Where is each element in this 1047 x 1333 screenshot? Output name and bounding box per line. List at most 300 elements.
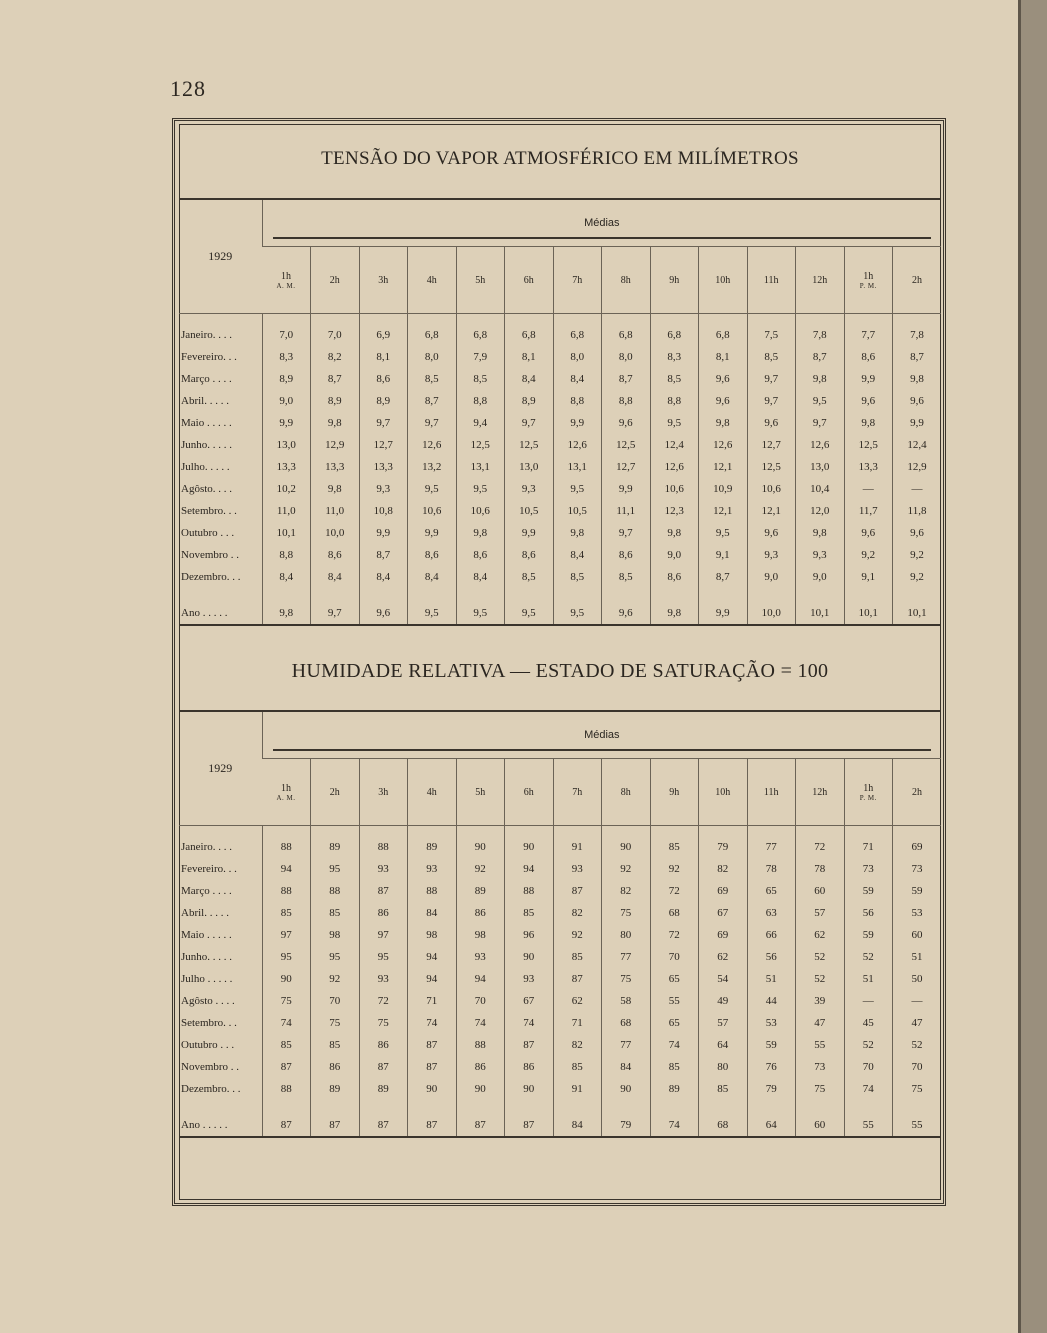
spacer-cell xyxy=(359,588,408,602)
value-cell: 93 xyxy=(456,946,505,968)
table-row xyxy=(179,990,941,1012)
value-cell: 51 xyxy=(844,968,893,990)
annual-value-cell: 68 xyxy=(699,1114,748,1137)
value-cell: 69 xyxy=(893,836,942,858)
value-cell: 8,8 xyxy=(602,390,651,412)
annual-value-cell: 10,1 xyxy=(893,602,942,625)
spacer-cell xyxy=(747,314,796,325)
value-cell: 10,4 xyxy=(796,478,845,500)
value-cell: 7,5 xyxy=(747,324,796,346)
hour-label: 10h xyxy=(715,274,731,286)
hour-label: 12h xyxy=(812,786,828,798)
annual-value-cell: 10,0 xyxy=(747,602,796,625)
value-cell: 12,7 xyxy=(602,456,651,478)
value-cell: 11,1 xyxy=(602,500,651,522)
value-cell: 9,1 xyxy=(699,544,748,566)
value-cell: 76 xyxy=(747,1056,796,1078)
value-cell: 8,4 xyxy=(359,566,408,588)
annual-value-cell: 87 xyxy=(262,1114,311,1137)
value-cell: 9,0 xyxy=(262,390,311,412)
value-cell: 9,5 xyxy=(456,478,505,500)
value-cell: 12,9 xyxy=(311,434,360,456)
value-cell: 90 xyxy=(505,836,554,858)
value-cell: 77 xyxy=(747,836,796,858)
table-row xyxy=(179,500,941,522)
value-cell: 74 xyxy=(408,1012,457,1034)
value-cell: 85 xyxy=(553,946,602,968)
value-cell: 52 xyxy=(893,1034,942,1056)
value-cell: 9,8 xyxy=(796,368,845,390)
value-cell: 9,8 xyxy=(796,522,845,544)
table2-title: HUMIDADE RELATIVA — ESTADO DE SATURAÇÃO = 100 xyxy=(291,660,829,682)
value-cell: 8,4 xyxy=(553,544,602,566)
value-cell: 92 xyxy=(456,858,505,880)
month-label: Junho. . . . . xyxy=(181,951,233,963)
value-cell: 86 xyxy=(456,1056,505,1078)
value-cell: 98 xyxy=(408,924,457,946)
value-cell: 9,8 xyxy=(844,412,893,434)
value-cell: 8,6 xyxy=(650,566,699,588)
value-cell: 75 xyxy=(262,990,311,1012)
hour-header-row xyxy=(179,759,941,826)
value-cell: 8,5 xyxy=(553,566,602,588)
value-cell: 9,7 xyxy=(602,522,651,544)
month-label: Abril. . . . . xyxy=(181,907,229,919)
value-cell: 51 xyxy=(893,946,942,968)
value-cell: 8,0 xyxy=(553,346,602,368)
brace-line xyxy=(273,749,932,754)
spacer-cell xyxy=(311,1100,360,1114)
value-cell: 13,3 xyxy=(262,456,311,478)
value-cell: 12,4 xyxy=(893,434,942,456)
value-cell: 86 xyxy=(359,902,408,924)
spacer-cell xyxy=(844,314,893,325)
hour-header xyxy=(844,247,893,314)
value-cell: 11,0 xyxy=(262,500,311,522)
spacer-cell xyxy=(505,826,554,837)
value-cell: 9,9 xyxy=(602,478,651,500)
value-cell: 74 xyxy=(456,1012,505,1034)
value-cell: 85 xyxy=(699,1078,748,1100)
value-cell: 9,5 xyxy=(699,522,748,544)
hour-label: 2h xyxy=(912,274,923,286)
value-cell: 6,8 xyxy=(699,324,748,346)
value-cell: 6,8 xyxy=(456,324,505,346)
value-cell: 12,7 xyxy=(359,434,408,456)
value-cell: 8,3 xyxy=(650,346,699,368)
value-cell: 59 xyxy=(844,880,893,902)
spacer-cell xyxy=(699,588,748,602)
value-cell: 9,8 xyxy=(893,368,942,390)
hour-label: 7h xyxy=(572,786,583,798)
value-cell: 7,7 xyxy=(844,324,893,346)
value-cell: 52 xyxy=(844,1034,893,1056)
value-cell: 68 xyxy=(602,1012,651,1034)
value-cell: 9,9 xyxy=(262,412,311,434)
annual-value-cell: 84 xyxy=(553,1114,602,1137)
hour-label: 8h xyxy=(620,274,631,286)
year-header: 1929 xyxy=(179,711,262,826)
hour-label: 8h xyxy=(620,786,631,798)
value-cell: 8,4 xyxy=(311,566,360,588)
value-cell: 8,6 xyxy=(408,544,457,566)
spacer-cell xyxy=(650,314,699,325)
value-cell: 52 xyxy=(844,946,893,968)
spacer-cell xyxy=(796,826,845,837)
annual-value-cell: 64 xyxy=(747,1114,796,1137)
value-cell: — xyxy=(844,478,893,500)
value-cell: 9,6 xyxy=(893,390,942,412)
table-row xyxy=(179,544,941,566)
value-cell: 92 xyxy=(602,858,651,880)
table-row xyxy=(179,1078,941,1100)
hour-header xyxy=(408,247,457,314)
value-cell: 9,6 xyxy=(893,522,942,544)
medias-label: Médias xyxy=(584,729,620,741)
value-cell: 82 xyxy=(602,880,651,902)
value-cell: 84 xyxy=(408,902,457,924)
value-cell: 94 xyxy=(408,968,457,990)
spacer-cell xyxy=(747,826,796,837)
spacer-cell xyxy=(796,1100,845,1114)
value-cell: 59 xyxy=(747,1034,796,1056)
value-cell: 9,2 xyxy=(844,544,893,566)
value-cell: 70 xyxy=(650,946,699,968)
value-cell: 8,6 xyxy=(456,544,505,566)
spacer-cell xyxy=(796,588,845,602)
value-cell: 12,6 xyxy=(796,434,845,456)
annual-value-cell: 87 xyxy=(408,1114,457,1137)
month-label: Janeiro. . . . xyxy=(181,329,233,341)
spacer-cell xyxy=(699,1100,748,1114)
value-cell: 89 xyxy=(456,880,505,902)
value-cell: 9,2 xyxy=(893,544,942,566)
value-cell: 87 xyxy=(408,1034,457,1056)
value-cell: 71 xyxy=(844,836,893,858)
value-cell: 8,1 xyxy=(359,346,408,368)
value-cell: 12,7 xyxy=(747,434,796,456)
page-edge-shadow xyxy=(1018,0,1047,1333)
value-cell: 9,7 xyxy=(359,412,408,434)
value-cell: 9,5 xyxy=(796,390,845,412)
value-cell: 90 xyxy=(262,968,311,990)
hour-period: A. M. xyxy=(276,793,296,802)
month-label: Dezembro. . . xyxy=(181,1083,241,1095)
value-cell: 85 xyxy=(650,1056,699,1078)
value-cell: 9,3 xyxy=(796,544,845,566)
annual-value-cell: 9,9 xyxy=(699,602,748,625)
value-cell: 6,8 xyxy=(650,324,699,346)
value-cell: 67 xyxy=(699,902,748,924)
annual-value-cell: 55 xyxy=(844,1114,893,1137)
value-cell: 47 xyxy=(893,1012,942,1034)
hour-header xyxy=(553,247,602,314)
spacer-cell xyxy=(262,826,311,837)
value-cell: 10,6 xyxy=(650,478,699,500)
table-row xyxy=(179,902,941,924)
value-cell: 9,9 xyxy=(844,368,893,390)
value-cell: 10,6 xyxy=(456,500,505,522)
value-cell: 8,5 xyxy=(602,566,651,588)
spacer-row xyxy=(179,588,941,602)
value-cell: 88 xyxy=(359,836,408,858)
table-row xyxy=(179,456,941,478)
medias-header xyxy=(262,199,941,247)
value-cell: 12,6 xyxy=(699,434,748,456)
value-cell: 73 xyxy=(893,858,942,880)
value-cell: 56 xyxy=(747,946,796,968)
value-cell: 95 xyxy=(311,946,360,968)
value-cell: 6,8 xyxy=(602,324,651,346)
value-cell: 92 xyxy=(650,858,699,880)
annual-row xyxy=(179,1114,941,1137)
annual-value-cell: 9,5 xyxy=(553,602,602,625)
month-label: Outubro . . . xyxy=(181,527,235,539)
spacer-cell xyxy=(650,826,699,837)
hour-label: 5h xyxy=(475,786,486,798)
spacer-cell xyxy=(456,314,505,325)
value-cell: 93 xyxy=(553,858,602,880)
value-cell: 13,0 xyxy=(505,456,554,478)
value-cell: 8,5 xyxy=(408,368,457,390)
spacer-cell xyxy=(505,1100,554,1114)
value-cell: 86 xyxy=(311,1056,360,1078)
hour-label: 6h xyxy=(523,786,534,798)
spacer-cell xyxy=(553,1100,602,1114)
hour-label: 4h xyxy=(426,786,437,798)
value-cell: 9,6 xyxy=(699,390,748,412)
value-cell: 9,3 xyxy=(747,544,796,566)
value-cell: 8,7 xyxy=(699,566,748,588)
table-row xyxy=(179,1034,941,1056)
value-cell: 85 xyxy=(262,1034,311,1056)
value-cell: 89 xyxy=(311,836,360,858)
value-cell: 8,9 xyxy=(505,390,554,412)
value-cell: 74 xyxy=(505,1012,554,1034)
value-cell: 9,7 xyxy=(747,390,796,412)
value-cell: 90 xyxy=(602,1078,651,1100)
value-cell: 49 xyxy=(699,990,748,1012)
annual-value-cell: 9,8 xyxy=(262,602,311,625)
hour-header xyxy=(796,247,845,314)
value-cell: 8,5 xyxy=(650,368,699,390)
value-cell: 75 xyxy=(359,1012,408,1034)
value-cell: 92 xyxy=(553,924,602,946)
value-cell: 12,3 xyxy=(650,500,699,522)
value-cell: 9,8 xyxy=(456,522,505,544)
hour-label: 1h xyxy=(863,782,874,794)
value-cell: 12,9 xyxy=(893,456,942,478)
value-cell: 80 xyxy=(602,924,651,946)
hour-header-row xyxy=(179,247,941,314)
spacer-cell xyxy=(359,826,408,837)
hour-label: 12h xyxy=(812,274,828,286)
value-cell: 9,4 xyxy=(456,412,505,434)
year-header: 1929 xyxy=(179,199,262,314)
month-label: Outubro . . . xyxy=(181,1039,235,1051)
value-cell: 9,5 xyxy=(408,478,457,500)
value-cell: 85 xyxy=(505,902,554,924)
spacer-cell xyxy=(796,314,845,325)
value-cell: 85 xyxy=(650,836,699,858)
spacer-cell xyxy=(408,826,457,837)
value-cell: 52 xyxy=(796,946,845,968)
value-cell: 79 xyxy=(699,836,748,858)
value-cell: 8,3 xyxy=(262,346,311,368)
value-cell: 87 xyxy=(262,1056,311,1078)
hour-header xyxy=(650,759,699,826)
value-cell: 90 xyxy=(456,1078,505,1100)
spacer-cell xyxy=(893,314,942,325)
value-cell: 12,6 xyxy=(408,434,457,456)
value-cell: 66 xyxy=(747,924,796,946)
hour-header xyxy=(408,759,457,826)
month-label: Março . . . . xyxy=(181,373,232,385)
spacer-cell xyxy=(456,588,505,602)
value-cell: 70 xyxy=(311,990,360,1012)
annual-value-cell: 9,5 xyxy=(505,602,554,625)
value-cell: 95 xyxy=(359,946,408,968)
value-cell: 82 xyxy=(553,902,602,924)
value-cell: 9,8 xyxy=(553,522,602,544)
month-label: Dezembro. . . xyxy=(181,571,241,583)
value-cell: 11,8 xyxy=(893,500,942,522)
hour-label: 11h xyxy=(763,274,779,286)
value-cell: 8,7 xyxy=(796,346,845,368)
value-cell: 13,1 xyxy=(456,456,505,478)
value-cell: 72 xyxy=(650,924,699,946)
value-cell: 74 xyxy=(844,1078,893,1100)
spacer-cell xyxy=(747,588,796,602)
value-cell: 93 xyxy=(505,968,554,990)
value-cell: 9,7 xyxy=(408,412,457,434)
value-cell: 8,4 xyxy=(553,368,602,390)
value-cell: 8,4 xyxy=(456,566,505,588)
value-cell: 75 xyxy=(602,968,651,990)
annual-value-cell: 74 xyxy=(650,1114,699,1137)
value-cell: 75 xyxy=(602,902,651,924)
value-cell: 9,1 xyxy=(844,566,893,588)
value-cell: 8,1 xyxy=(699,346,748,368)
table-row xyxy=(179,924,941,946)
value-cell: 8,7 xyxy=(311,368,360,390)
annual-value-cell: 9,5 xyxy=(408,602,457,625)
value-cell: 53 xyxy=(747,1012,796,1034)
hour-header xyxy=(699,759,748,826)
value-cell: 59 xyxy=(893,880,942,902)
table-row xyxy=(179,478,941,500)
value-cell: 73 xyxy=(844,858,893,880)
spacer-cell xyxy=(602,588,651,602)
value-cell: 9,6 xyxy=(844,522,893,544)
value-cell: 8,6 xyxy=(359,368,408,390)
month-label: Maio . . . . . xyxy=(181,417,232,429)
value-cell: 8,9 xyxy=(311,390,360,412)
value-cell: 80 xyxy=(699,1056,748,1078)
table-row xyxy=(179,880,941,902)
value-cell: 12,4 xyxy=(650,434,699,456)
value-cell: 10,9 xyxy=(699,478,748,500)
value-cell: 89 xyxy=(311,1078,360,1100)
value-cell: 8,0 xyxy=(602,346,651,368)
hour-label: 1h xyxy=(281,782,291,794)
value-cell: 6,8 xyxy=(505,324,554,346)
month-label: Maio . . . . . xyxy=(181,929,232,941)
value-cell: 98 xyxy=(311,924,360,946)
value-cell: 9,2 xyxy=(893,566,942,588)
table-row xyxy=(179,412,941,434)
value-cell: 86 xyxy=(456,902,505,924)
spacer-cell xyxy=(262,314,311,325)
medias-header xyxy=(262,711,941,759)
value-cell: 8,7 xyxy=(893,346,942,368)
value-cell: 87 xyxy=(359,1056,408,1078)
hour-header xyxy=(699,247,748,314)
spacer-cell xyxy=(505,314,554,325)
value-cell: 7,0 xyxy=(262,324,311,346)
value-cell: 62 xyxy=(553,990,602,1012)
value-cell: 8,6 xyxy=(602,544,651,566)
value-cell: 93 xyxy=(359,858,408,880)
table-row xyxy=(179,1012,941,1034)
value-cell: 88 xyxy=(311,880,360,902)
month-label: Novembro . . xyxy=(181,1061,240,1073)
value-cell: 87 xyxy=(553,880,602,902)
value-cell: 9,0 xyxy=(796,566,845,588)
value-cell: — xyxy=(893,990,942,1012)
month-label: Junho. . . . . xyxy=(181,439,233,451)
hour-label: 2h xyxy=(912,786,923,798)
value-cell: 90 xyxy=(408,1078,457,1100)
spacer-cell xyxy=(553,314,602,325)
value-cell: 87 xyxy=(359,880,408,902)
value-cell: 79 xyxy=(747,1078,796,1100)
spacer-cell xyxy=(179,314,262,325)
spacer-cell xyxy=(262,588,311,602)
hour-header xyxy=(262,759,311,826)
table-row xyxy=(179,522,941,544)
spacer-cell xyxy=(359,1100,408,1114)
value-cell: 70 xyxy=(893,1056,942,1078)
spacer-cell xyxy=(456,826,505,837)
value-cell: 11,7 xyxy=(844,500,893,522)
spacer-cell xyxy=(602,1100,651,1114)
value-cell: 39 xyxy=(796,990,845,1012)
spacer-cell xyxy=(893,1100,942,1114)
value-cell: 87 xyxy=(505,1034,554,1056)
value-cell: 82 xyxy=(699,858,748,880)
value-cell: 89 xyxy=(359,1078,408,1100)
hour-label: 1h xyxy=(863,270,874,282)
spacer-cell xyxy=(602,314,651,325)
medias-label: Médias xyxy=(584,217,620,229)
value-cell: 72 xyxy=(359,990,408,1012)
value-cell: 86 xyxy=(505,1056,554,1078)
month-label: Setembro. . . xyxy=(181,1017,237,1029)
value-cell: 8,9 xyxy=(262,368,311,390)
value-cell: 8,2 xyxy=(311,346,360,368)
spacer-cell xyxy=(408,1100,457,1114)
value-cell: 9,0 xyxy=(747,566,796,588)
annual-value-cell: 9,5 xyxy=(456,602,505,625)
value-cell: 12,5 xyxy=(747,456,796,478)
value-cell: 91 xyxy=(553,1078,602,1100)
hour-header xyxy=(602,247,651,314)
spacer-cell xyxy=(747,1100,796,1114)
value-cell: 12,1 xyxy=(699,500,748,522)
hour-label: 3h xyxy=(378,274,389,286)
annual-value-cell: 55 xyxy=(893,1114,942,1137)
